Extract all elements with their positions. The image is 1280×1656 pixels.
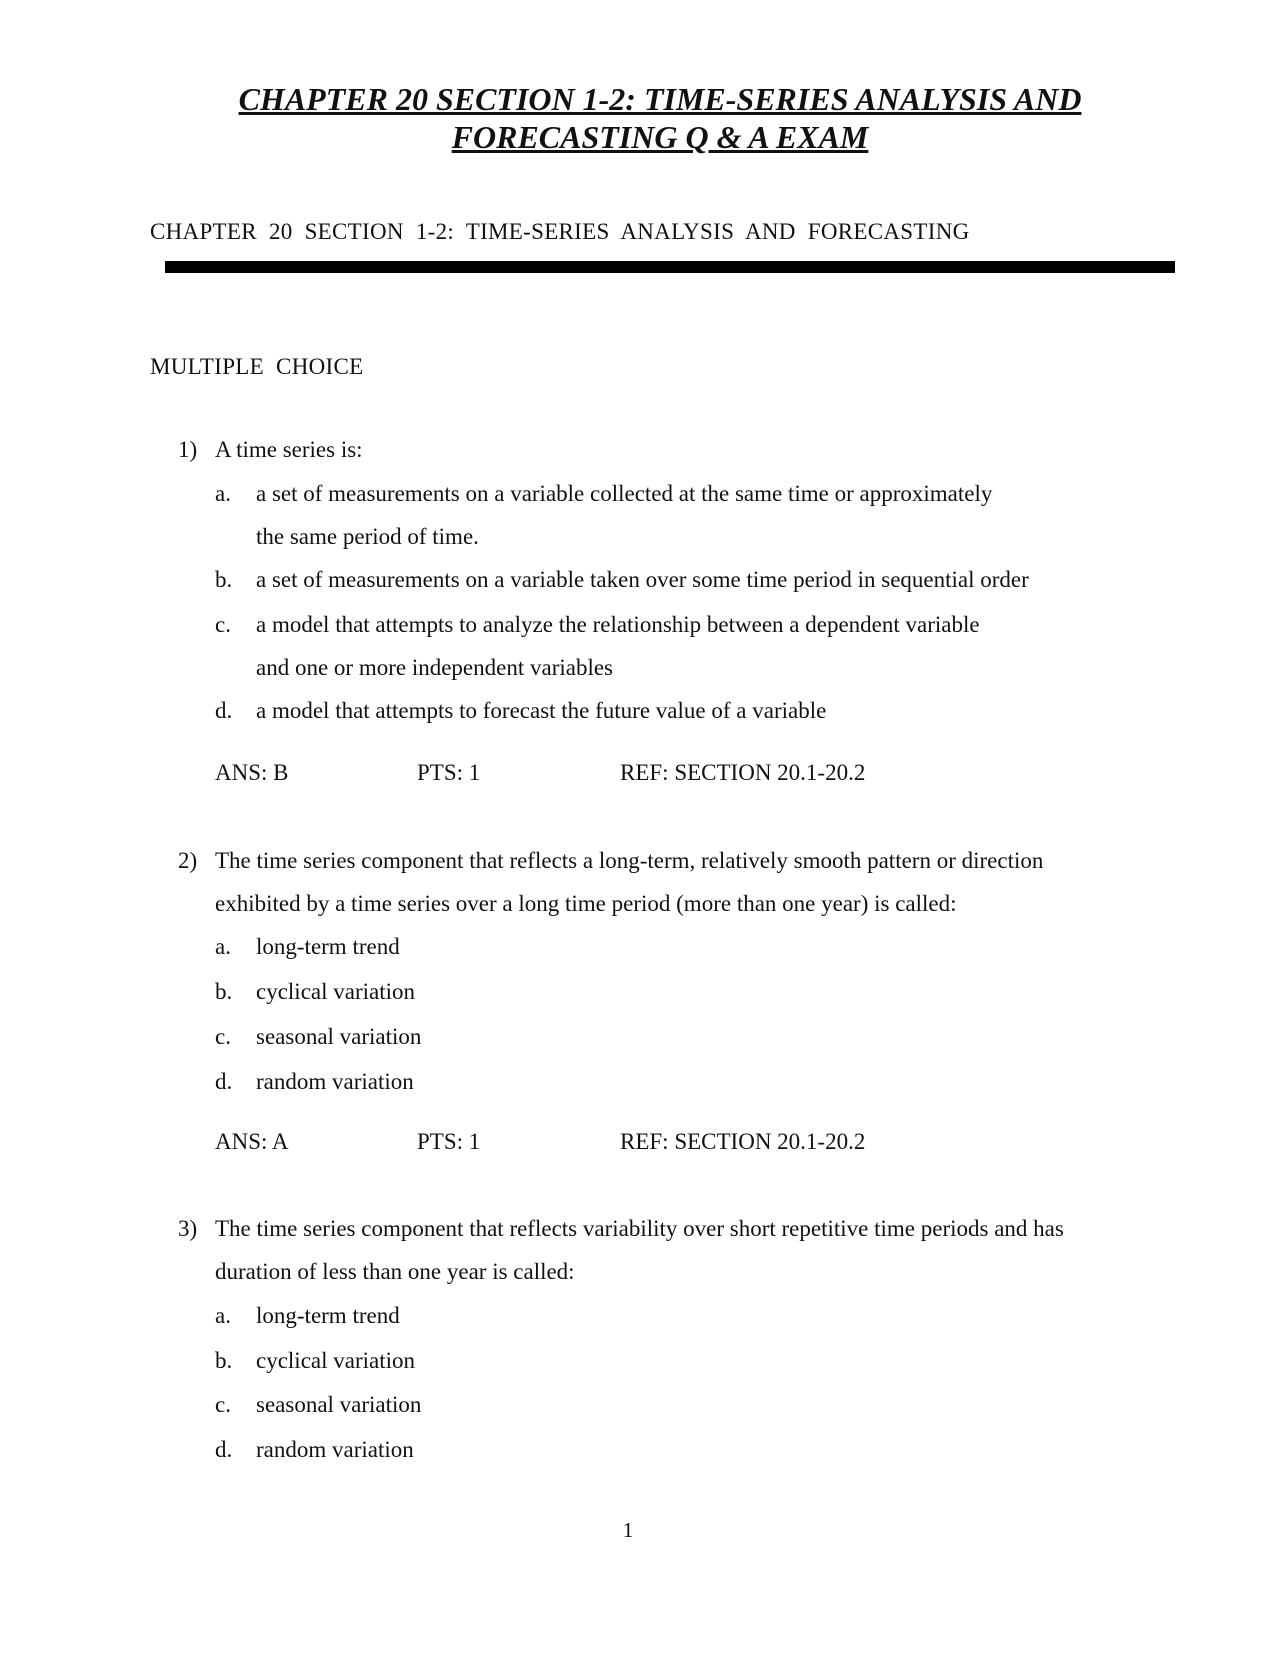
section-heading: CHAPTER 20 SECTION 1-2: TIME-SERIES ANALYSIS AND FORECASTING — [150, 219, 970, 244]
multiple-choice-heading: MULTIPLE CHOICE — [150, 354, 364, 379]
question-text: duration of less than one year is called: — [215, 1259, 575, 1284]
option-letter: d. — [215, 698, 233, 723]
option-letter: b. — [215, 567, 233, 592]
option-text: a model that attempts to analyze the relationship between a dependent variable — [256, 612, 980, 637]
answer: ANS: B — [215, 760, 289, 785]
question-text: exhibited by a time series over a long time period (more than one year) is called: — [215, 891, 957, 916]
title-line-1: CHAPTER 20 SECTION 1-2: TIME-SERIES ANALYSIS AND — [238, 81, 1082, 117]
option-text: a model that attempts to forecast the future value of a variable — [256, 698, 827, 723]
option-text: a set of measurements on a variable taken over some time period in sequential order — [256, 567, 1029, 592]
reference: REF: SECTION 20.1-20.2 — [620, 760, 866, 785]
option-letter: d. — [215, 1069, 233, 1094]
option-text: cyclical variation — [256, 1348, 416, 1373]
question-number: 2) — [178, 848, 198, 873]
page-number: 1 — [622, 1518, 634, 1542]
option-text: random variation — [256, 1069, 414, 1094]
option-letter: a. — [215, 1303, 231, 1328]
title-line-2: FORECASTING Q & A EXAM — [451, 119, 869, 155]
points: PTS: 1 — [417, 760, 481, 785]
answer: ANS: A — [215, 1129, 289, 1154]
points: PTS: 1 — [417, 1129, 481, 1154]
option-text: seasonal variation — [256, 1392, 422, 1417]
option-text: the same period of time. — [256, 524, 479, 549]
option-text: long-term trend — [256, 934, 400, 959]
option-letter: c. — [215, 1392, 231, 1417]
page-title — [150, 80, 1170, 156]
option-letter: a. — [215, 481, 231, 506]
option-text: random variation — [256, 1437, 414, 1462]
heading-rule — [165, 261, 1175, 273]
option-text: a set of measurements on a variable collected at the same time or approximately — [256, 481, 993, 506]
option-text: and one or more independent variables — [256, 655, 614, 680]
option-text: seasonal variation — [256, 1024, 422, 1049]
question-number: 1) — [178, 437, 198, 462]
option-text: cyclical variation — [256, 979, 416, 1004]
option-letter: a. — [215, 934, 231, 959]
question-text: A time series is: — [215, 437, 363, 462]
question-text: The time series component that reflects a long-term, relatively smooth pattern or direction — [215, 848, 1044, 873]
option-text: long-term trend — [256, 1303, 400, 1328]
option-letter: b. — [215, 979, 233, 1004]
option-letter: c. — [215, 1024, 231, 1049]
option-letter: c. — [215, 612, 231, 637]
question-number: 3) — [178, 1216, 198, 1241]
option-letter: d. — [215, 1437, 233, 1462]
option-letter: b. — [215, 1348, 233, 1373]
question-text: The time series component that reflects variability over short repetitive time periods and has — [215, 1216, 1064, 1241]
reference: REF: SECTION 20.1-20.2 — [620, 1129, 866, 1154]
